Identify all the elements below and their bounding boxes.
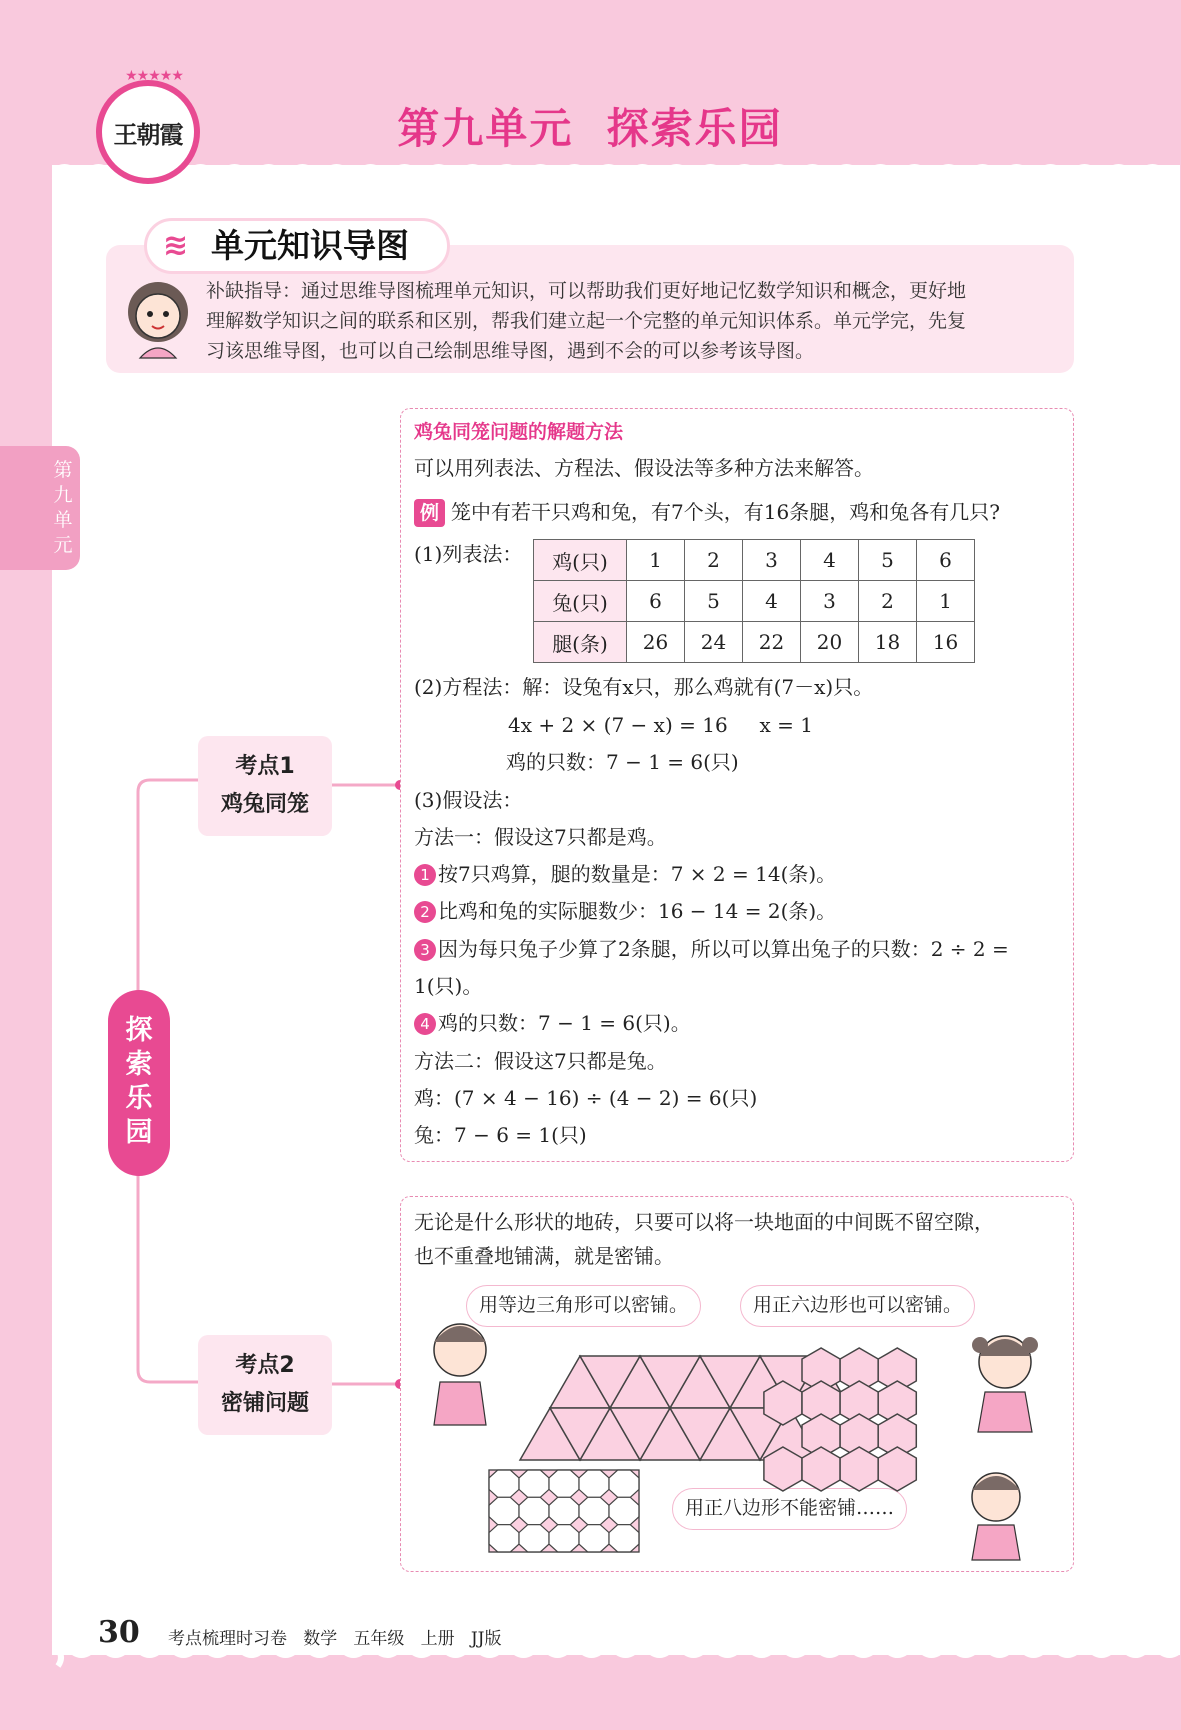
table-cell: 5 (859, 540, 917, 581)
guide-line: 理解数学知识之间的联系和区别，帮我们建立起一个完整的单元知识体系。单元学完，先复 (206, 310, 967, 332)
table-cell: 20 (801, 622, 859, 663)
logo-text: 王朝霞 (113, 119, 183, 149)
table-cell: 18 (859, 622, 917, 663)
step-text: 按7只鸡算，腿的数量是：7 × 2 = 14(条)。 (438, 862, 837, 886)
table-cell: 1 (627, 540, 685, 581)
page-title: 第九单元 探索乐园 (397, 104, 783, 153)
table-cell: 1 (917, 581, 975, 622)
boy-left-icon (434, 1324, 486, 1425)
step-text: 因为每只兔子少算了2条腿，所以可以算出兔子的只数：2 ÷ 2 = (438, 937, 1009, 961)
table-cell: 4 (743, 581, 801, 622)
table-cell: 5 (685, 581, 743, 622)
table-cell: 2 (859, 581, 917, 622)
boy-bottom-icon (972, 1473, 1020, 1560)
method2-line: (2)方程法：解：设兔有x只，那么鸡就有(7－x)只。 (414, 675, 874, 699)
bubble-triangle: 用等边三角形可以密铺。 (466, 1285, 701, 1327)
girl-right-icon (972, 1336, 1038, 1432)
table-cell: 24 (685, 622, 743, 663)
side-tab-char: 元 (53, 534, 73, 556)
guide-line: 习该思维导图，也可以自己绘制思维导图，遇到不会的可以参考该导图。 (206, 340, 815, 362)
example-badge: 例 (414, 499, 445, 527)
guide-title-text: 单元知识导图 (211, 226, 409, 265)
equation: 4x + 2 × (7 − x) = 16 x = 1 (508, 713, 813, 737)
kp2-title: 考点2 (235, 1353, 295, 1378)
step-number-icon: 3 (414, 939, 436, 961)
table-cell: 3 (801, 581, 859, 622)
page-number: 30 (98, 1615, 140, 1650)
bubble-hexagon: 用正六边形也可以密铺。 (740, 1285, 975, 1327)
center-char: 索 (125, 1049, 153, 1080)
way2: 方法二：假设这7只都是兔。 (414, 1049, 667, 1073)
row-label: 鸡(只) (534, 540, 627, 581)
chicken-count: 鸡的只数：7 − 1 = 6(只) (506, 750, 739, 774)
kp1-title: 考点1 (235, 754, 295, 779)
table-cell: 2 (685, 540, 743, 581)
wave-icon: ≋ (163, 228, 189, 263)
step-number-icon: 4 (414, 1013, 436, 1035)
step-number-icon: 2 (414, 901, 436, 923)
table-cell: 3 (743, 540, 801, 581)
section2-line1: 无论是什么形状的地砖，只要可以将一块地面的中间既不留空隙， (414, 1210, 994, 1234)
table-cell: 6 (917, 540, 975, 581)
step-number-icon: 1 (414, 864, 436, 886)
table-cell: 26 (627, 622, 685, 663)
side-tab-char: 第 (53, 459, 73, 481)
example-text: 笼中有若干只鸡和兔，有7个头，有16条腿，鸡和兔各有几只? (451, 500, 1000, 524)
section2-line2: 也不重叠地铺满，就是密铺。 (414, 1244, 674, 1268)
table-cell: 16 (917, 622, 975, 663)
bubble-octagon: 用正八边形不能密铺…… (672, 1488, 907, 1530)
section1-intro: 可以用列表法、方程法、假设法等多种方法来解答。 (414, 456, 874, 480)
step-text: 鸡的只数：7 − 1 = 6(只)。 (438, 1011, 691, 1035)
logo-stars: ★★★★★ (125, 68, 183, 84)
center-char: 探 (125, 1015, 153, 1046)
side-tab-char: 单 (53, 509, 73, 531)
table-cell: 22 (743, 622, 801, 663)
row-label: 兔(只) (534, 581, 627, 622)
side-tab-char: 九 (53, 484, 73, 506)
step-text: 1(只)。 (414, 974, 483, 998)
kp1-name: 鸡兔同笼 (220, 792, 309, 817)
footer-text: 考点梳理时习卷 数学 五年级 上册 JJ版 (168, 1629, 502, 1649)
table-cell: 6 (627, 581, 685, 622)
center-char: 乐 (125, 1083, 153, 1114)
octagon-tiling (489, 1470, 639, 1552)
section1-heading: 鸡兔同笼问题的解题方法 (414, 421, 624, 443)
table-cell: 4 (801, 540, 859, 581)
step-text: 比鸡和兔的实际腿数少：16 − 14 = 2(条)。 (438, 899, 837, 923)
row-label: 腿(条) (534, 622, 627, 663)
way1: 方法一：假设这7只都是鸡。 (414, 825, 667, 849)
way2-chicken: 鸡：(7 × 4 − 16) ÷ (4 − 2) = 6(只) (414, 1086, 758, 1110)
center-char: 园 (125, 1117, 153, 1148)
way2-rabbit: 兔：7 − 6 = 1(只) (414, 1123, 587, 1147)
kp2-name: 密铺问题 (220, 1391, 309, 1416)
method1-label: (1)列表法： (414, 542, 523, 566)
method3-label: (3)假设法： (414, 788, 523, 812)
guide-line: 补缺指导：通过思维导图梳理单元知识，可以帮助我们更好地记忆数学知识和概念，更好地 (206, 280, 967, 302)
